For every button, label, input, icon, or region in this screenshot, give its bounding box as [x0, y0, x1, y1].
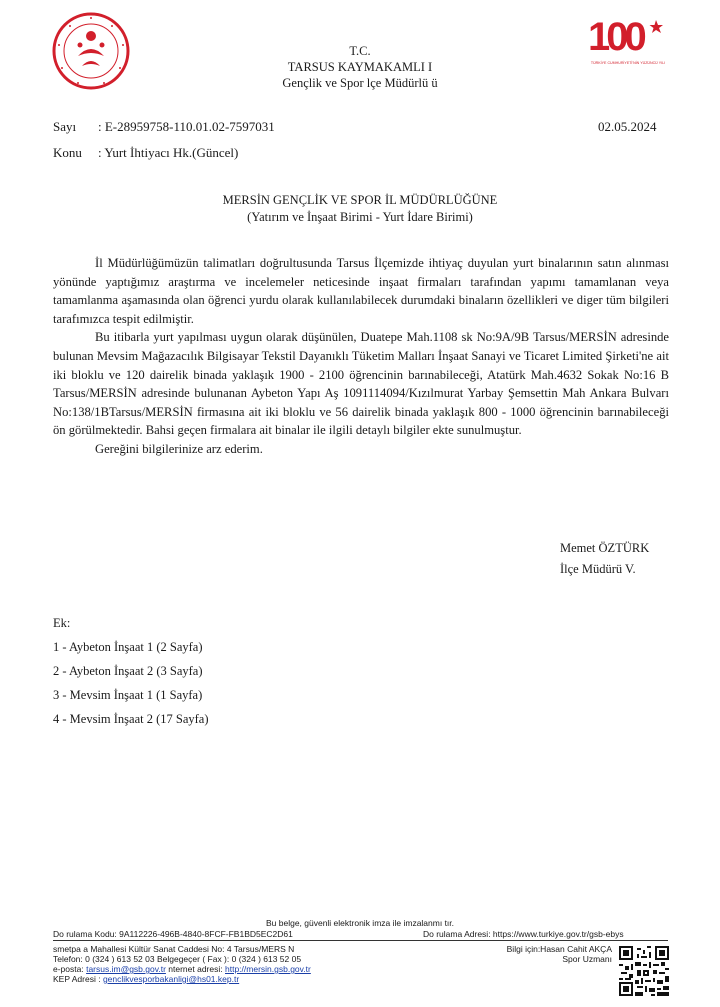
signatory-title: İlçe Müdürü V. — [560, 562, 636, 576]
email-label: e-posta: — [53, 964, 84, 974]
email-link[interactable]: tarsus.im@gsb.gov.tr — [86, 964, 166, 974]
attachment-item: 1 - Aybeton İnşaat 1 (2 Sayfa) — [53, 640, 203, 654]
konu-label: Konu — [53, 145, 82, 160]
sayi-value: : E-28959758-110.01.02-7597031 — [98, 119, 275, 134]
attachment-item: 3 - Mevsim İnşaat 1 (1 Sayfa) — [53, 688, 203, 702]
header-line-mudurluk: Gençlik ve Spor lçe Müdürlü ü — [282, 76, 438, 90]
body-paragraph-3: Gereğini bilgilerinize arz ederim. — [95, 441, 263, 456]
esign-note: Bu belge, güvenli elektronik imza ile imzalanmı tır. — [265, 918, 455, 928]
footer-kep — [53, 974, 311, 984]
verify-code: Do rulama Kodu: 9A112226-496B-4840-8FCF-FB1BD5EC2D61 — [53, 929, 293, 939]
header-line-tc: T.C. — [349, 44, 371, 58]
footer-info — [470, 944, 612, 964]
addressee-line1: MERSİN GENÇLİK VE SPOR İL MÜDÜRLÜĞÜNE — [222, 193, 498, 207]
web-link[interactable]: http://mersin.gsb.gov.tr — [225, 964, 311, 974]
body-paragraph-2: Bu itibarla yurt yapılması uygun olarak düşünülen, Duatepe Mah.1108 sk No:9A/9B Tarsus/MERSİN adresinde bulunan Mevsim Mağazacılık Bilgisayar Tekstil Dayanıklı Tüketim Malları İnşaat Sanayi ve Ticaret Limited Şirketi'ne ait iki bloklu ve 120 dairelik binada yaklaşık 1900 - 2100 öğrencinin barınabileceği, Atatürk Mah.4632 Sokak No:16 B Tarsus/MERSİN adresinde bulunanan Aybeton Yapı Aş 1091114094/Kızılmurat Yarbay Şemsettin Mah Ankara Bulvarı No:138/1BTarsus/MERSİN firmasına ait iki bloklu ve 56 dairelik binada yaklaşık 800 - 1000 öğrencinin barınabileceği ön görülmektedir. Bahsi geçen firmalara ait binalar ile ilgili detaylı bilgiler ekte sunulmuştur. — [53, 330, 669, 438]
kep-link[interactable]: genclikvesporbakanligi@hs01.kep.tr — [102, 974, 240, 984]
signature-block — [560, 538, 680, 580]
centennial-caption: TÜRKİYE CUMHURİYETİ'NİN YÜZÜNCÜ YILI — [590, 61, 666, 65]
letter-body — [53, 254, 669, 459]
konu-value: : Yurt İhtiyacı Hk.(Güncel) — [98, 145, 239, 160]
svg-text:100: 100 — [588, 15, 643, 56]
web-label: nternet adresi: — [168, 964, 223, 974]
kep-label: KEP Adresi : — [53, 974, 101, 984]
footer-email-web — [53, 964, 311, 974]
footer-address: smetpa a Mahallesi Kültür Sanat Caddesi No: 4 Tarsus/MERS N — [53, 944, 295, 954]
footer-phone: Telefon: 0 (324 ) 613 52 03 Belgegeçer ( Fax ): 0 (324 ) 613 52 05 — [53, 954, 302, 964]
document-date: 02.05.2024 — [598, 119, 657, 134]
sayi-label: Sayı — [53, 119, 77, 134]
addressee — [0, 192, 720, 226]
info-title: Spor Uzmanı — [562, 954, 612, 964]
attachments — [53, 611, 209, 731]
qr-code-icon — [619, 946, 669, 996]
header-line-kaymakamlik: TARSUS KAYMAKAMLI I — [287, 60, 433, 74]
info-contact: Bilgi için:Hasan Cahit AKÇA — [506, 944, 612, 954]
footer-divider — [53, 940, 668, 941]
attachment-item: 4 - Mevsim İnşaat 2 (17 Sayfa) — [53, 712, 209, 726]
letterhead — [0, 43, 720, 91]
addressee-line2: (Yatırım ve İnşaat Birimi - Yurt İdare Birimi) — [247, 210, 473, 224]
footer-contact — [53, 944, 311, 984]
body-paragraph-1: İl Müdürlüğümüzün talimatları doğrultusunda Tarsus İlçemizde ihtiyaç duyulan yurt binalarının satın alınması yönünde yaptığımız araştırma ve incelemeler neticesinde inşaat firmaları tarafından yapımı tamamlanan veya tamamlanma aşamasında olan öğrenci yurdu olarak kullanılabilecek durumdaki binaların özellikleri ve diger tüm bilgileri tarafımızca tespit edilmiştir. — [53, 256, 669, 326]
attachment-item: 2 - Aybeton İnşaat 2 (3 Sayfa) — [53, 664, 203, 678]
attachments-label: Ek: — [53, 616, 71, 630]
verify-address: Do rulama Adresi: https://www.turkiye.gov.tr/gsb-ebys — [423, 929, 624, 939]
signatory-name: Memet ÖZTÜRK — [560, 541, 650, 555]
